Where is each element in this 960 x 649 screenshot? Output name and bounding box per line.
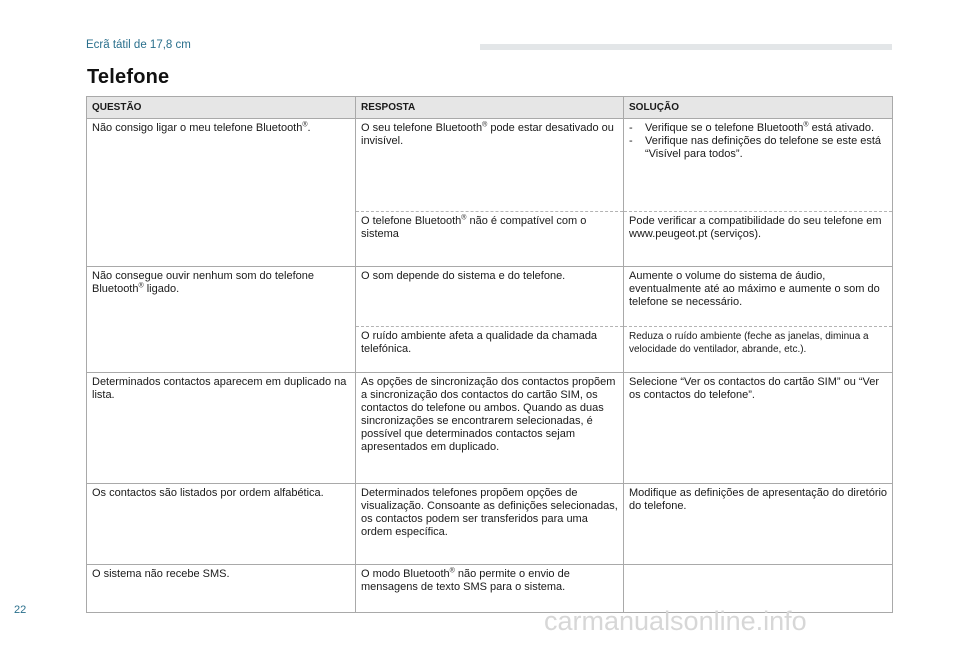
response-cell: O seu telefone Bluetooth® pode estar desativado ou invisível. bbox=[356, 119, 624, 212]
solution-cell bbox=[624, 119, 893, 212]
response-cell: O som depende do sistema e do telefone. bbox=[356, 267, 624, 327]
watermark: carmanualsonline.info bbox=[544, 606, 807, 636]
question-cell: Não consigo ligar o meu telefone Bluetooth®. bbox=[87, 119, 356, 267]
response-cell: Determinados telefones propõem opções de visualização. Consoante as definições selecionadas, os contactos podem ser transferidos para uma ordem específica. bbox=[356, 484, 624, 565]
solution-list bbox=[629, 122, 888, 161]
question-cell: Determinados contactos aparecem em duplicado na lista. bbox=[87, 373, 356, 484]
page-number: 22 bbox=[14, 604, 27, 616]
question-cell: Não consegue ouvir nenhum som do telefone Bluetooth® ligado. bbox=[87, 267, 356, 373]
header-bar bbox=[480, 44, 892, 50]
solution-cell: Selecione “Ver os contactos do cartão SIM” ou “Ver os contactos do telefone”. bbox=[624, 373, 893, 484]
solution-cell: Aumente o volume do sistema de áudio, eventualmente até ao máximo e aumente o som do telefone se necessário. bbox=[624, 267, 893, 327]
column-header-solution: SOLUÇÃO bbox=[624, 97, 893, 119]
page-title: Telefone bbox=[87, 66, 170, 88]
response-cell: As opções de sincronização dos contactos propõem a sincronização dos contactos do cartão SIM, os contactos do telefone ou ambos. Quando as duas sincronizações se encontrarem selecionadas, é possível que determinados contactos sejam apresentados em duplicado. bbox=[356, 373, 624, 484]
table-header-row bbox=[87, 97, 893, 119]
solution-cell: Reduza o ruído ambiente (feche as janelas, diminua a velocidade do ventilador, abrande, etc.). bbox=[624, 327, 893, 373]
table-row bbox=[87, 484, 893, 565]
solution-cell: Modifique as definições de apresentação do diretório do telefone. bbox=[624, 484, 893, 565]
question-cell: O sistema não recebe SMS. bbox=[87, 565, 356, 613]
solution-cell: Pode verificar a compatibilidade do seu telefone em www.peugeot.pt (serviços). bbox=[624, 212, 893, 267]
troubleshooting-table bbox=[86, 96, 893, 613]
response-cell: O telefone Bluetooth® não é compatível com o sistema bbox=[356, 212, 624, 267]
table-row bbox=[87, 267, 893, 327]
table-row bbox=[87, 119, 893, 212]
column-header-question: QUESTÃO bbox=[87, 97, 356, 119]
column-header-response: RESPOSTA bbox=[356, 97, 624, 119]
response-cell: O ruído ambiente afeta a qualidade da chamada telefónica. bbox=[356, 327, 624, 373]
section-header: Ecrã tátil de 17,8 cm bbox=[86, 39, 191, 51]
list-item: - Verifique se o telefone Bluetooth® está ativado. bbox=[629, 122, 888, 135]
table-row bbox=[87, 373, 893, 484]
question-cell: Os contactos são listados por ordem alfabética. bbox=[87, 484, 356, 565]
response-cell: O modo Bluetooth® não permite o envio de mensagens de texto SMS para o sistema. bbox=[356, 565, 624, 613]
list-item: - Verifique nas definições do telefone se este está “Visível para todos”. bbox=[629, 135, 888, 161]
